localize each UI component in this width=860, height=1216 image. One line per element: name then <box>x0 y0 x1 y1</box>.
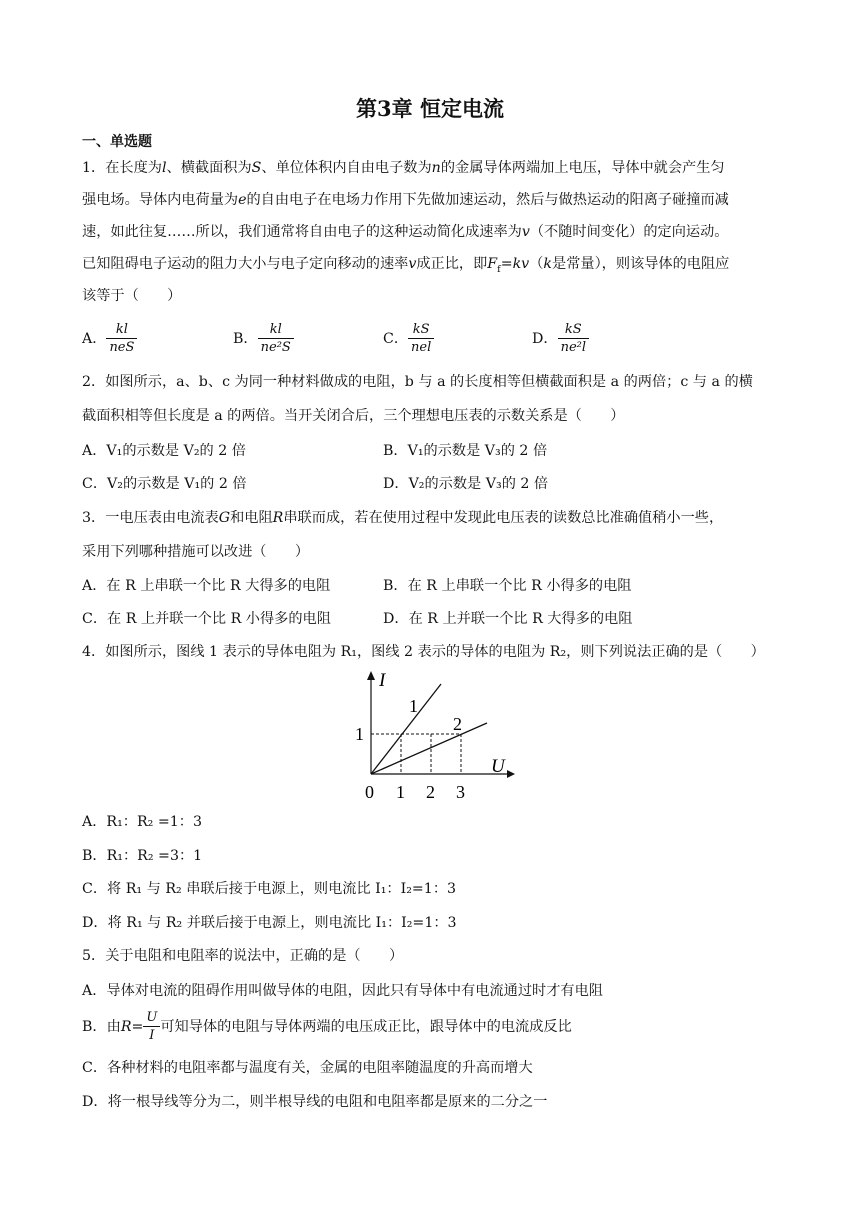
origin-label: 0 <box>365 782 374 802</box>
q4-line-1: 4．如图所示，图线 1 表示的导体电阻为 R₁，图线 2 表示的导体的电阻为 R₂，则下列说法正确的是（ ） <box>82 644 765 660</box>
q4-option-c[interactable]: C．将 R₁ 与 R₂ 串联后接于电源上，则电流比 I₁：I₂=1：3 <box>82 881 457 897</box>
q5-option-c[interactable]: C．各种材料的电阻率都与温度有关，金属的电阻率随温度的升高而增大 <box>82 1060 533 1076</box>
q1-line-5: 该等于（ ） <box>82 288 182 304</box>
iu-graph <box>335 668 525 808</box>
u-tick-2: 2 <box>426 782 435 802</box>
q1-option-d[interactable]: D． $\frac{kS}{\text{ne²l}}$ <box>532 322 589 356</box>
q3-line-1: 3．一电压表由电流表G和电阻R串联而成，若在使用过程中发现此电压表的读数总比准确值稍小一些， <box>82 510 724 526</box>
q1-line-4: 已知阻碍电子运动的阻力大小与电子定向移动的速率v成正比，即$F_f=kv(k$是常量），则该导体的电阻应 <box>82 256 730 275</box>
section-heading: 一、单选题 <box>82 134 152 150</box>
q1-option-b[interactable]: B． $\frac{kl}{\text{ne²S}}$ <box>233 322 294 356</box>
page-title: 第3章 恒定电流 <box>356 96 504 121</box>
u-tick-3: 3 <box>456 782 465 802</box>
q4-option-b[interactable]: B．R₁：R₂ =3：1 <box>82 848 203 864</box>
q5-option-b[interactable]: B．由R= $\frac{U}{I}$ 可知导体的电阻与导体两端的电压成正比，跟导体中的电流成反比 <box>82 1010 572 1043</box>
q1-line-2: 强电场。导体内电荷量为e的自由电子在电场力作用下先做加速运动，然后与做热运动的阳离子碰撞而减 <box>82 192 729 208</box>
u-axis-arrow <box>507 770 515 778</box>
q3-option-d[interactable]: D．在 R 上并联一个比 R 大得多的电阻 <box>383 611 633 627</box>
q2-line-2: 截面积相等但长度是 a 的两倍。当开关闭合后，三个理想电压表的示数关系是（ ） <box>82 408 625 424</box>
i-tick-1: 1 <box>355 724 364 744</box>
q4-option-d[interactable]: D．将 R₁ 与 R₂ 并联后接于电源上，则电流比 I₁：I₂=1：3 <box>82 915 457 931</box>
graph-line-2 <box>371 723 487 774</box>
q3-option-c[interactable]: C．在 R 上并联一个比 R 小得多的电阻 <box>82 611 331 627</box>
q2-line-1: 2．如图所示，a、b、c 为同一种材料做成的电阻，b 与 a 的长度相等但横截面积是 a 的两倍；c 与 a 的横 <box>82 374 753 390</box>
line-1-label: 1 <box>409 696 418 716</box>
line-2-label: 2 <box>453 714 462 734</box>
i-axis-label: I <box>379 670 386 691</box>
q5-option-d[interactable]: D．将一根导线等分为二，则半根导线的电阻和电阻率都是原来的二分之一 <box>82 1094 548 1110</box>
q2-option-c[interactable]: C．V₂的示数是 V₁的 2 倍 <box>82 476 247 492</box>
u-tick-1: 1 <box>396 782 405 802</box>
q3-option-a[interactable]: A．在 R 上串联一个比 R 大得多的电阻 <box>82 578 331 594</box>
q3-line-2: 采用下列哪种措施可以改进（ ） <box>82 544 310 560</box>
u-axis-label: U <box>491 756 505 777</box>
q2-option-a[interactable]: A．V₁的示数是 V₂的 2 倍 <box>82 443 246 459</box>
q1-line-1: 1．在长度为l、横截面积为S、单位体积内自由电子数为n的金属导体两端加上电压，导体中就会产生匀 <box>82 160 725 176</box>
q5-line-1: 5．关于电阻和电阻率的说法中，正确的是（ ） <box>82 948 404 964</box>
q5-option-a[interactable]: A．导体对电流的阻碍作用叫做导体的电阻，因此只有导体中有电流通过时才有电阻 <box>82 983 603 999</box>
q3-option-b[interactable]: B．在 R 上串联一个比 R 小得多的电阻 <box>383 578 632 594</box>
q2-option-b[interactable]: B．V₁的示数是 V₃的 2 倍 <box>383 443 548 459</box>
q2-option-d[interactable]: D．V₂的示数是 V₃的 2 倍 <box>383 476 549 492</box>
q1-line-3: 速，如此往复……所以，我们通常将自由电子的这种运动简化成速率为v（不随时间变化）的定向运动。 <box>82 224 729 240</box>
q1-option-c[interactable]: C． $\frac{kS}{\text{nel}}$ <box>383 322 434 356</box>
i-axis-arrow <box>367 671 375 680</box>
q1-option-a[interactable]: A． $\frac{kl}{\text{neS}}$ <box>82 322 137 356</box>
q4-option-a[interactable]: A．R₁：R₂ =1：3 <box>82 814 202 830</box>
